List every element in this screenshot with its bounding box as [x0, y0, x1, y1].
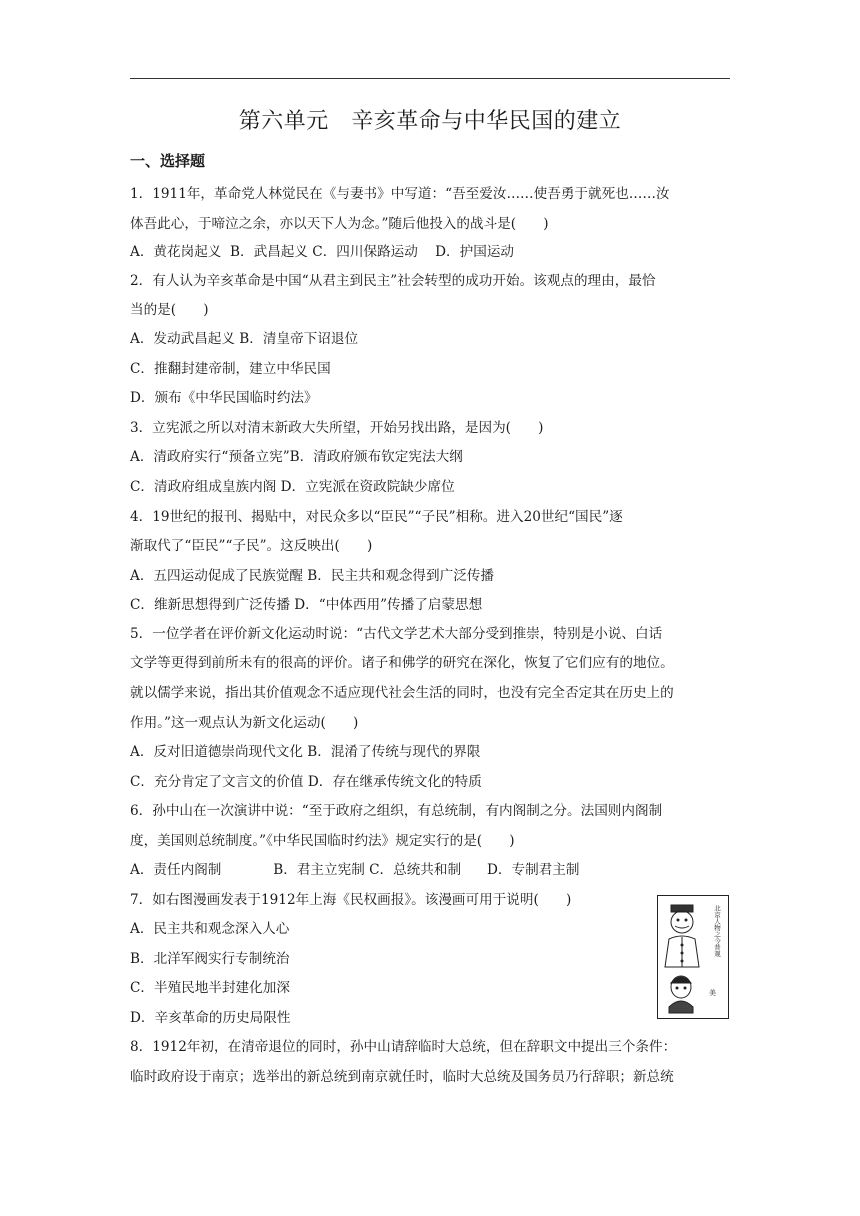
text-line: 4．19世纪的报刊、揭贴中，对民众多以“臣民”“子民”相称。进入20世纪“国民”逐 — [130, 509, 623, 525]
text-line: 渐取代了“臣民”“子民”。这反映出( ) — [130, 538, 373, 554]
cartoon-signature: 美 — [709, 989, 716, 997]
text-line: A．清政府实行“预备立宪”B．清政府颁布钦定宪法大纲 — [130, 449, 463, 465]
text-line: A．责任内阁制 B．君主立宪制 C．总统共和制 D．专制君主制 — [130, 862, 580, 878]
text-line: C．维新思想得到广泛传播 D．“中体西用”传播了启蒙思想 — [130, 597, 483, 613]
text-line: 8．1912年初，在清帝退位的同时，孙中山请辞临时大总统，但在辞职文中提出三个条件： — [130, 1039, 677, 1055]
text-line: 就以儒学来说，指出其价值观念不适应现代社会生活的同时，也没有完全否定其在历史上的 — [130, 685, 674, 701]
text-line: 2．有人认为辛亥革命是中国“从君主到民主”社会转型的成功开始。该观点的理由，最恰 — [130, 273, 656, 289]
section-heading: 一、选择题 — [130, 152, 206, 170]
text-line: C．充分肯定了文言文的价值 D．存在继承传统文化的特质 — [130, 774, 482, 790]
text-line: 体吾此心，于啼泣之余，亦以天下人为念。”随后他投入的战斗是( ) — [130, 216, 549, 232]
header-rule — [130, 78, 730, 79]
text-line: 5．一位学者在评价新文化运动时说：“古代文学艺术大部分受到推崇，特别是小说、白话 — [130, 626, 663, 642]
text-line: A．黄花岗起义 B．武昌起义 C．四川保路运动 D．护国运动 — [130, 244, 515, 260]
political-cartoon — [657, 895, 729, 1019]
text-line: D．辛亥革命的历史局限性 — [130, 1010, 291, 1026]
text-line: 6．孙中山在一次演讲中说：“至于政府之组织，有总统制，有内阁制之分。法国则内阁制 — [130, 803, 663, 819]
text-line: 作用。”这一观点认为新文化运动( ) — [130, 715, 359, 731]
text-line: A．发动武昌起义 B．清皇帝下诏退位 — [130, 331, 359, 347]
text-line: 文学等更得到前所未有的很高的评价。诸子和佛学的研究在深化，恢复了它们应有的地位。 — [130, 655, 674, 671]
text-line: A．反对旧道德崇尚现代文化 B．混淆了传统与现代的界限 — [130, 744, 481, 760]
text-line: D．颁布《中华民国临时约法》 — [130, 390, 318, 406]
text-line: A．民主共和观念深入人心 — [130, 921, 290, 937]
text-line: 度，美国则总统制度。”《中华民国临时约法》规定实行的是( ) — [130, 833, 515, 849]
text-line: 7．如右图漫画发表于1912年上海《民权画报》。该漫画可用于说明( ) — [130, 892, 572, 908]
text-line: 3．立宪派之所以对清末新政大失所望，开始另找出路，是因为( ) — [130, 420, 544, 436]
text-line: B．北洋军阀实行专制统治 — [130, 951, 290, 967]
page-title: 第六单元 辛亥革命与中华民国的建立 — [238, 109, 622, 134]
text-line: A．五四运动促成了民族觉醒 B．民主共和观念得到广泛传播 — [130, 568, 494, 584]
text-line: C．清政府组成皇族内阁 D．立宪派在资政院缺少席位 — [130, 479, 455, 495]
cartoon-caption: 北京人物之今昔观 — [713, 905, 721, 957]
text-line: 当的是( ) — [130, 302, 209, 318]
text-line: 1．1911年，革命党人林觉民在《与妻书》中写道：“吾至爱汝……使吾勇于就死也……汝 — [130, 186, 670, 202]
text-line: C．半殖民地半封建化加深 — [130, 980, 290, 996]
text-line: C．推翻封建帝制，建立中华民国 — [130, 361, 331, 377]
text-line: 临时政府设于南京；选举出的新总统到南京就任时，临时大总统及国务员乃行辞职；新总统 — [130, 1069, 674, 1085]
